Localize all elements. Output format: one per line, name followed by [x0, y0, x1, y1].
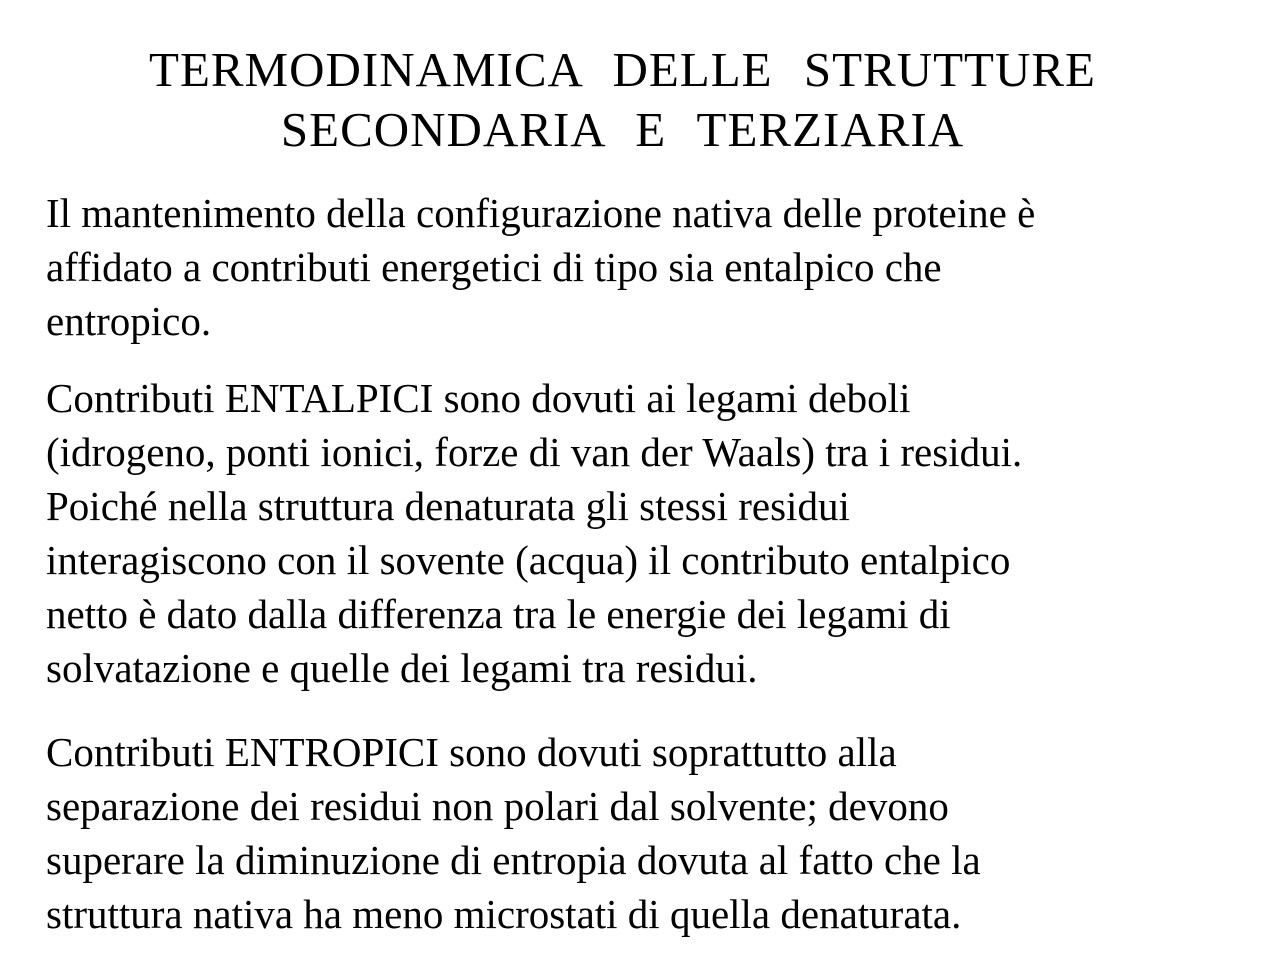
paragraph-enthalpic-contributions: [46, 371, 1022, 695]
title-line: TERMODINAMICA DELLE STRUTTURE: [149, 42, 1096, 97]
slide-title: [0, 40, 1245, 160]
paragraph-entropic-contributions: [46, 725, 981, 941]
text-line: entropico.: [46, 298, 212, 344]
text-line: Il mantenimento della configurazione nativa delle proteine è: [46, 190, 1036, 236]
text-line: struttura nativa ha meno microstati di quella denaturata.: [46, 891, 962, 937]
text-line: interagiscono con il sovente (acqua) il contributo entalpico: [46, 537, 1011, 583]
text-line: (idrogeno, ponti ionici, forze di van der Waals) tra i residui.: [46, 429, 1023, 475]
text-line: solvatazione e quelle dei legami tra residui.: [46, 645, 758, 691]
text-line: netto è dato dalla differenza tra le energie dei legami di: [46, 591, 951, 637]
text-line: Contributi ENTALPICI sono dovuti ai legami deboli: [46, 375, 911, 421]
text-line: Poiché nella struttura denaturata gli stessi residui: [46, 483, 850, 529]
text-line: superare la diminuzione di entropia dovuta al fatto che la: [46, 837, 981, 883]
text-line: affidato a contributi energetici di tipo sia entalpico che: [46, 244, 942, 290]
paragraph-native-configuration: [46, 186, 1035, 348]
text-line: Contributi ENTROPICI sono dovuti soprattutto alla: [46, 729, 897, 775]
text-line: separazione dei residui non polari dal solvente; devono: [46, 783, 949, 829]
title-line: SECONDARIA E TERZIARIA: [280, 102, 965, 157]
